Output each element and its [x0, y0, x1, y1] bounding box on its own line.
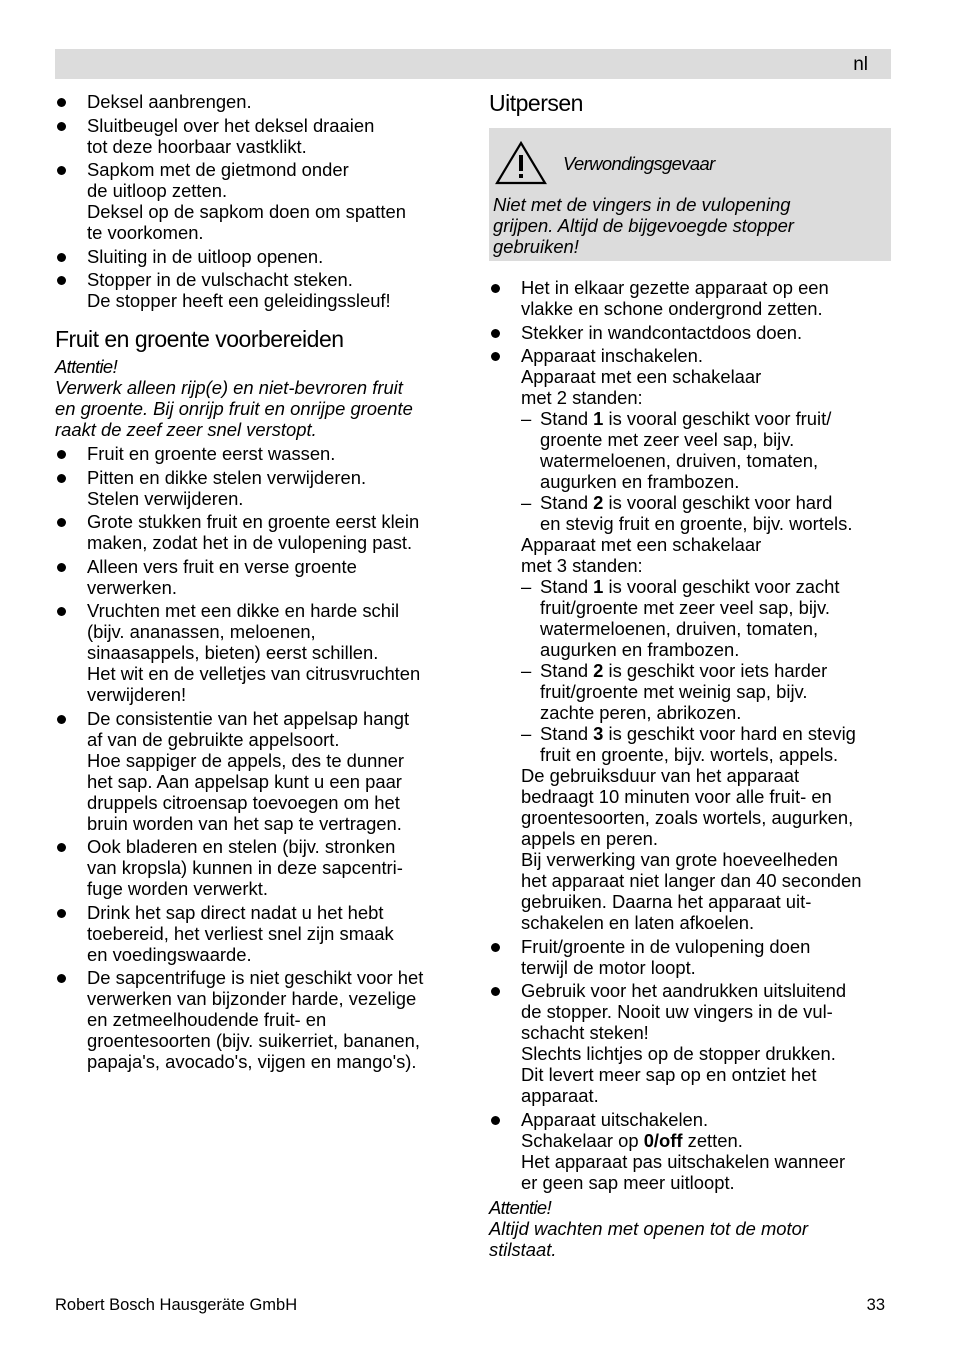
list-item: Grote stukken fruit en groente eerst klein maken, zodat het in de vulopening past.: [55, 511, 460, 553]
list-item: Sluiting in de uitloop openen.: [55, 246, 460, 267]
press-list: [489, 277, 891, 1193]
list-item: Alleen vers fruit en verse groente verwerken.: [55, 556, 460, 598]
section-title-prepare: Fruit en groente voorbereiden: [55, 326, 344, 352]
list-item: Stopper in de vulschacht steken. De stopper heeft een geleidingssleuf!: [55, 269, 460, 311]
list-item: Sapkom met de gietmond onder de uitloop zetten. Deksel op de sapkom doen om spatten te voorkomen.: [55, 159, 460, 243]
attention-text: Verwerk alleen rijp(e) en niet-bevroren fruit en groente. Bij onrijp fruit en onrijpe groente raakt de zeef zeer snel verstopt.: [55, 377, 413, 440]
attention-label: Attentie!: [55, 356, 118, 377]
warning-box: [489, 128, 891, 261]
footer-company: Robert Bosch Hausgeräte GmbH: [55, 1296, 298, 1314]
prepare-list: [55, 443, 460, 1072]
setting-item: – Stand 2 is vooral geschikt voor hard en stevig fruit en groente, bijv. wortels.: [521, 492, 891, 534]
warning-title: Verwondingsgevaar: [563, 152, 715, 174]
intro-list: [55, 91, 460, 311]
list-item: De sapcentrifuge is niet geschikt voor het verwerken van bijzonder harde, vezelige en zetmeelhoudende fruit- en groentesoorten (bijv. suikerriet, bananen, papaja's, avocado's, vijgen en mango's).: [55, 967, 460, 1072]
setting-item: – Stand 1 is vooral geschikt voor fruit/ groente met zeer veel sap, bijv. watermeloenen, druiven, tomaten, augurken en frambozen.: [521, 408, 891, 492]
list-item: Drink het sap direct nadat u het hebt toebereid, het verliest snel zijn smaak en voedingswaarde.: [55, 902, 460, 965]
list-item: Gebruik voor het aandrukken uitsluitend de stopper. Nooit uw vingers in de vul- schacht steken! Slechts lichtjes op de stopper drukken. Dit levert meer sap op en ontziet het apparaat.: [489, 980, 891, 1106]
attention-text: Altijd wachten met openen tot de motor stilstaat.: [489, 1217, 808, 1260]
list-item: Pitten en dikke stelen verwijderen. Stelen verwijderen.: [55, 467, 460, 509]
list-item: Het in elkaar gezette apparaat op een vlakke en schone ondergrond zetten.: [489, 277, 891, 319]
list-item: Apparaat inschakelen. Apparaat met een schakelaar met 2 standen: – Stand 1 is vooral geschikt voor fruit/ groente met zeer veel sap, bijv. watermeloenen, druiven, tomaten, augurken en frambozen. – Stand 2 is vooral geschikt voor hard en stevig fruit en groente, bijv. wortels. Apparaat met een schakelaar met 3 standen: – Stand 1 is vooral geschikt voor zacht fruit/groente met zeer veel sap, bijv. watermeloenen, druiven, tomaten, augurken en frambozen. – Stand 2 is geschikt voor iets harder fruit/groente met weinig sap, bijv. zachte peren, abrikozen. – Stand 3 is geschikt voor hard en stevig fruit en groente, bijv. wortels, appels. De gebruiksduur van het apparaat bedraagt 10 minuten voor alle fruit- en groentesoorten, zoals wortels, augurken, appels en peren. Bij verwerking van grote hoeveelheden het apparaat niet langer dan 40 seconden gebruiken. Daarna het apparaat uit- schakelen en laten afkoelen.: [489, 345, 891, 933]
attention-label: Attentie!: [489, 1196, 552, 1218]
setting-list-2: [521, 408, 891, 534]
setting-item: – Stand 3 is geschikt voor hard en stevig fruit en groente, bijv. wortels, appels.: [521, 723, 891, 765]
language-code: nl: [853, 54, 868, 75]
right-column: [489, 91, 891, 1260]
list-item: Fruit en groente eerst wassen.: [55, 443, 460, 464]
header-bar: [55, 49, 891, 79]
list-item: De consistentie van het appelsap hangt af van de gebruikte appelsoort. Hoe sappiger de appels, des te dunner het sap. Aan appelsap kunt u een paar druppels citroensap toevoegen om het bruin worden van het sap te vertragen.: [55, 708, 460, 834]
setting-item: – Stand 2 is geschikt voor iets harder fruit/groente met weinig sap, bijv. zachte peren, abrikozen.: [521, 660, 891, 723]
setting-item: – Stand 1 is vooral geschikt voor zacht fruit/groente met zeer veel sap, bijv. watermeloenen, druiven, tomaten, augurken en frambozen.: [521, 576, 891, 660]
list-item: Vruchten met een dikke en harde schil (bijv. ananassen, meloenen, sinaasappels, bieten) eerst schillen. Het wit en de velletjes van citrusvruchten verwijderen!: [55, 600, 460, 705]
setting-list-3: [521, 576, 891, 765]
page-number: 33: [866, 1296, 885, 1314]
list-item: Fruit/groente in de vulopening doen terwijl de motor loopt.: [489, 936, 891, 978]
section-title-press: Uitpersen: [489, 90, 583, 116]
left-column: [55, 91, 460, 1075]
list-item: Apparaat uitschakelen. Schakelaar op 0/off zetten. Het apparaat pas uitschakelen wanneer er geen sap meer uitloopt.: [489, 1109, 891, 1193]
warning-triangle-icon: [495, 140, 547, 186]
list-item: Sluitbeugel over het deksel draaien tot deze hoorbaar vastklikt.: [55, 115, 460, 157]
list-item: Deksel aanbrengen.: [55, 91, 460, 112]
list-item: Ook bladeren en stelen (bijv. stronken van kropsla) kunnen in deze sapcentri- fuge worden verwerkt.: [55, 836, 460, 899]
warning-text: Niet met de vingers in de vulopening grijpen. Altijd de bijgevoegde stopper gebruiken!: [493, 194, 794, 257]
list-item: Stekker in wandcontactdoos doen.: [489, 322, 891, 343]
